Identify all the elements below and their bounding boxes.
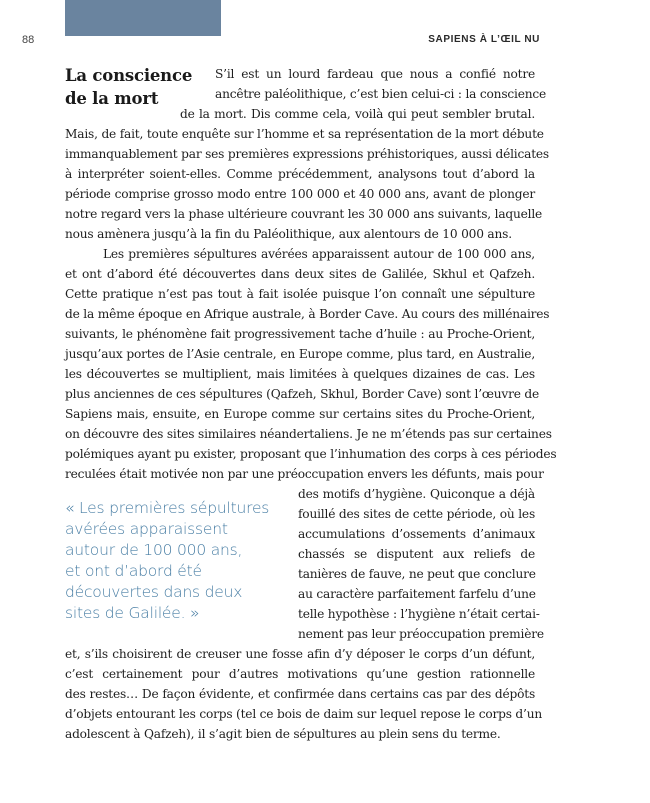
body-line: Sapiens mais, ensuite, en Europe comme sur certains sites du Proche-Orient, xyxy=(65,407,535,421)
body-line: immanquablement par ses premières expressions préhistoriques, aussi délicates xyxy=(65,147,549,161)
body-line: accumulations d’ossements d’animaux xyxy=(298,527,535,541)
body-line: nous amènera jusqu’à la fin du Paléolithique, aux alentours de 10 000 ans. xyxy=(65,227,512,241)
body-line: Mais, de fait, toute enquête sur l’homme et sa représentation de la mort débute xyxy=(65,127,544,141)
body-line: d’objets entourant les corps (tel ce bois de daim sur lequel repose le corps d’un xyxy=(65,707,542,721)
body-line: adolescent à Qafzeh), il s’agit bien de sépultures au plein sens du terme. xyxy=(65,727,501,741)
header-color-tab xyxy=(65,0,221,36)
section-heading-line: de la mort xyxy=(65,89,159,108)
body-line: plus anciennes de ces sépultures (Qafzeh, Skhul, Border Cave) sont l’œuvre de xyxy=(65,387,540,401)
page-number: 88 xyxy=(22,34,35,46)
body-line: telle hypothèse : l’hygiène n’était certai- xyxy=(298,607,540,621)
pull-quote xyxy=(65,498,295,624)
body-line: les découvertes se multiplient, mais limitées à quelques dizaines de cas. Les xyxy=(65,367,535,381)
body-line: c’est certainement pour d’autres motivations qu’une gestion rationnelle xyxy=(65,667,535,681)
body-line: tanières de fauve, ne peut que conclure xyxy=(298,567,536,581)
body-line: Les premières sépultures avérées apparaissent autour de 100 000 ans, xyxy=(103,247,535,261)
body-line: notre regard vers la phase ultérieure couvrant les 30 000 ans suivants, laquelle xyxy=(65,207,543,221)
body-line: ancêtre paléolithique, c’est bien celui-ci : la conscience xyxy=(215,87,547,101)
body-line: et ont d’abord été découvertes dans deux sites de Galilée, Skhul et Qafzeh. xyxy=(65,267,535,281)
body-line: jusqu’aux portes de l’Asie centrale, en Europe comme, plus tard, en Australie, xyxy=(65,347,535,361)
body-line: à interpréter soient-elles. Comme précédemment, analysons tout d’abord la xyxy=(65,167,535,181)
pull-quote-line: avérées apparaissent xyxy=(65,520,228,538)
body-line: Cette pratique n’est pas tout à fait isolée puisque l’on connaît une sépulture xyxy=(65,287,535,301)
pull-quote-line: « Les premières sépultures xyxy=(65,499,270,517)
body-line: des restes… De façon évidente, et confirmée dans certains cas par des dépôts xyxy=(65,687,535,701)
section-heading-line: La conscience xyxy=(65,66,193,85)
body-line: chassés se disputent aux reliefs de xyxy=(298,547,535,561)
body-line: polémiques ayant pu exister, proposant que l’inhumation des corps à ces périodes xyxy=(65,447,557,461)
body-line: au caractère parfaitement farfelu d’une xyxy=(298,587,536,601)
body-line: des motifs d’hygiène. Quiconque a déjà xyxy=(298,487,535,501)
body-line: fouillé des sites de cette période, où les xyxy=(298,507,535,521)
running-head: SAPIENS À L’ŒIL NU xyxy=(428,34,540,45)
body-line: de la mort. Dis comme cela, voilà qui peut sembler brutal. xyxy=(180,107,535,121)
body-line: période comprise grosso modo entre 100 000 et 40 000 ans, avant de plonger xyxy=(65,187,535,201)
pull-quote-line: autour de 100 000 ans, xyxy=(65,541,243,559)
body-line: on découvre des sites similaires néandertaliens. Je ne m’étends pas sur certaines xyxy=(65,427,552,441)
body-line: reculées était motivée non par une préoccupation envers les défunts, mais pour xyxy=(65,467,544,481)
body-line: nement pas leur préoccupation première xyxy=(298,627,544,641)
pull-quote-line: découvertes dans deux xyxy=(65,583,243,601)
pull-quote-line: sites de Galilée. » xyxy=(65,604,200,622)
body-line: de la même époque en Afrique australe, à Border Cave. Au cours des millénaires xyxy=(65,307,550,321)
pull-quote-line: et ont d’abord été xyxy=(65,562,202,580)
body-line: et, s’ils choisirent de creuser une fosse afin d’y déposer le corps d’un défunt, xyxy=(65,647,535,661)
body-line: suivants, le phénomène fait progressivement tache d’huile : au Proche-Orient, xyxy=(65,327,535,341)
body-line: S’il est un lourd fardeau que nous a confié notre xyxy=(215,67,535,81)
